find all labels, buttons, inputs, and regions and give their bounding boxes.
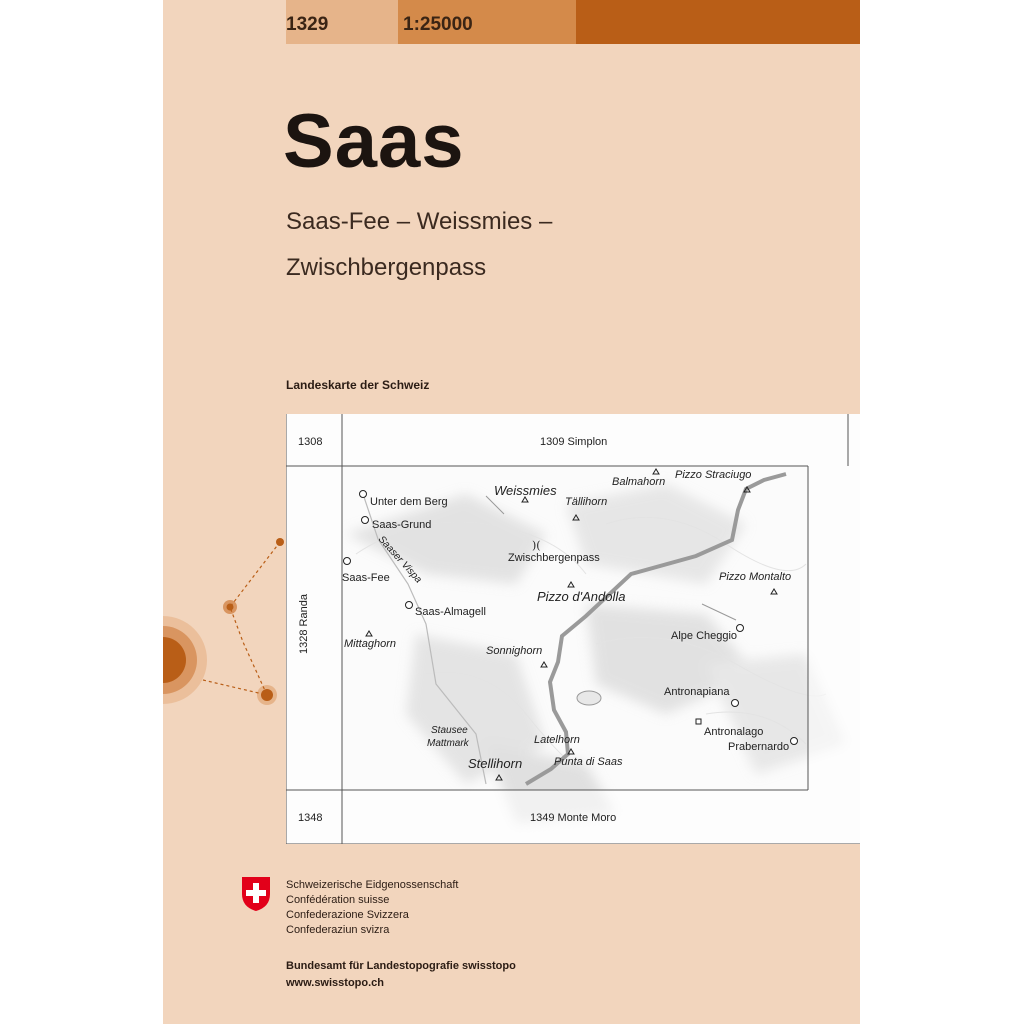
header-band-accent [576,0,860,44]
federal-name-de: Schweizerische Eidgenossenschaft [286,879,459,891]
place-antronapiana: Antronapiana [664,686,730,698]
place-prabernardo: Prabernardo [728,741,790,753]
federal-name-rm: Confederaziun svizra [286,924,390,936]
peak-pizzo-straciugo: Pizzo Straciugo [675,469,752,481]
map-cover [163,0,860,1024]
peak-pizzo-dandolla: Pizzo d'Andolla [537,589,626,604]
place-antronalago: Antronalago [704,726,764,738]
place-unter-dem-berg: Unter dem Berg [370,496,448,508]
peak-sonnighorn: Sonnighorn [486,645,543,657]
federal-name-fr: Confédération suisse [286,894,390,906]
place-saas-almagell: Saas-Almagell [415,606,486,618]
place-saas-grund: Saas-Grund [372,519,432,531]
lake-label-1: Stausee [431,725,468,736]
river-saaser-vispa: Saaser Vispa [375,534,424,586]
peak-weissmies: Weissmies [494,483,557,498]
peak-mittaghorn: Mittaghorn [344,638,396,650]
adjacent-sheet-w: 1328 Randa [298,594,310,654]
publisher-office: Bundesamt für Landestopografie swisstopo [286,960,516,972]
publisher-url[interactable]: www.swisstopo.ch [286,977,384,989]
federal-names [286,878,458,938]
peak-stellihorn: Stellihorn [468,756,523,771]
adjacent-sheet-sw: 1348 [298,812,323,824]
place-saas-fee: Saas-Fee [342,572,390,584]
place-alpe-cheggio: Alpe Cheggio [671,630,738,642]
peak-pizzo-montalto: Pizzo Montalto [719,571,792,583]
peak-tallihorn: Tällihorn [565,496,608,508]
series-name: Landeskarte der Schweiz [286,378,430,392]
peak-balmahorn: Balmahorn [612,476,666,488]
subtitle-line-2: Zwischbergenpass [286,254,487,281]
map-scale: 1:25000 [403,14,473,35]
decorative-dots [163,520,303,720]
map-title: Saas [283,99,465,184]
lake-label-2: Mattmark [427,738,469,749]
terrain-relief [286,414,860,844]
publisher-block [286,958,516,992]
map-overview [286,414,860,844]
adjacent-sheet-n: 1309 Simplon [540,436,608,448]
svg-text:)(: )( [532,539,541,552]
swiss-cross-icon [241,876,271,912]
adjacent-sheet-nw: 1308 [298,436,323,448]
subtitle-line-1: Saas-Fee – Weissmies – [286,208,553,235]
federal-name-it: Confederazione Svizzera [286,909,409,921]
adjacent-sheet-s: 1349 Monte Moro [530,812,617,824]
peak-latelhorn: Latelhorn [534,734,580,746]
pass-zwischbergenpass: Zwischbergenpass [508,552,600,564]
sheet-number: 1329 [286,14,329,35]
peak-punta-di-saas: Punta di Saas [554,756,623,768]
